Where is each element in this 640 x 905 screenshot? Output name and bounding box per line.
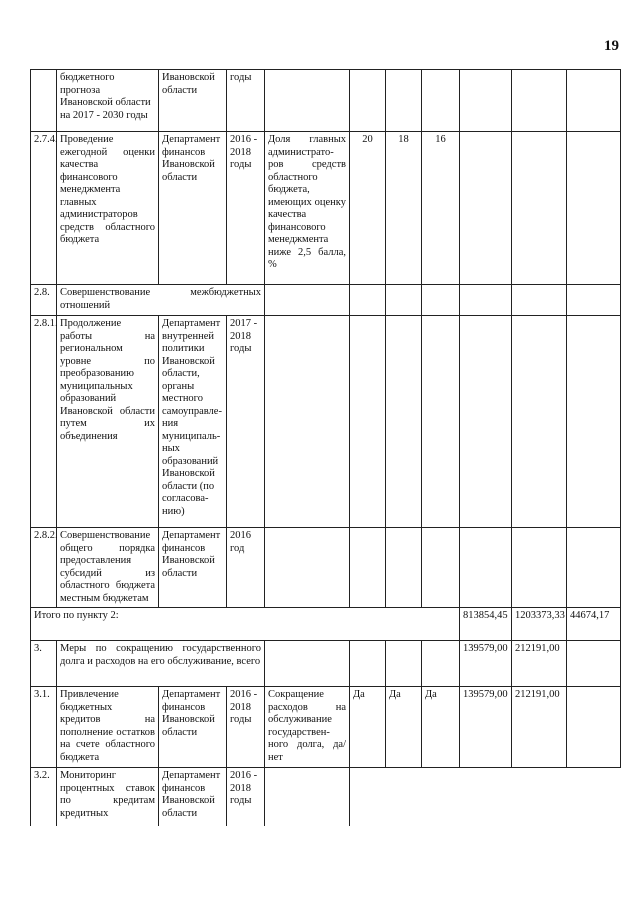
table-row: [31, 132, 621, 285]
total-label: Итого по пункту 2:: [31, 608, 460, 641]
row-number: [31, 70, 57, 132]
value-2016: Да: [350, 687, 386, 768]
row-number: 2.7.4.: [31, 132, 57, 285]
sum-2016: 139579,00: [460, 641, 512, 687]
page-number: 19: [604, 38, 619, 54]
measure-name: Мониторинг процентных ставок по кредитам кредитных: [57, 768, 159, 827]
section-title: Меры по сокращению государственного долга и расходов на его обслуживание, всего: [57, 641, 265, 687]
row-number: 2.8.1.: [31, 316, 57, 528]
row-number: 3.: [31, 641, 57, 687]
measure-name: Привлечение бюджетных кредитов на пополнение остатков на счете областного бюджета: [57, 687, 159, 768]
table-row: [31, 70, 621, 132]
sum-2016: 813854,45: [460, 608, 512, 641]
row-number: 2.8.: [31, 285, 57, 316]
row-number: 3.2.: [31, 768, 57, 827]
period: 2016 - 2018 годы: [227, 768, 265, 827]
measures-table: [30, 69, 621, 826]
executor: Департамент финансов Ивановской области: [159, 528, 227, 608]
table-row: [31, 285, 621, 316]
period: 2017 - 2018 годы: [227, 316, 265, 528]
value-2016: 20: [350, 132, 386, 285]
period: 2016 - 2018 годы: [227, 132, 265, 285]
measure-name: Продолжение работы на региональном уровне по преобразованию муниципальных образований Ивановской области путем их объединения: [57, 316, 159, 528]
table-row: [31, 528, 621, 608]
row-number: 3.1.: [31, 687, 57, 768]
sum-2017: 212191,00: [512, 687, 567, 768]
executor: Департамент финансов Ивановской области: [159, 687, 227, 768]
period: 2016 - 2018 годы: [227, 687, 265, 768]
measure-name: бюджетного прогноза Ивановской области на 2017 - 2030 годы: [57, 70, 159, 132]
sum-2018: 44674,17: [567, 608, 621, 641]
period: годы: [227, 70, 265, 132]
value-2017: Да: [386, 687, 422, 768]
measure-name: Совершенствование общего порядка предоставления субсидий из областного бюджета местным бюджетам: [57, 528, 159, 608]
executor: Ивановской области: [159, 70, 227, 132]
value-2018: Да: [422, 687, 460, 768]
executor: Департамент внутренней политики Ивановской области, органы местного самоуправле-ния муниципаль-ных образований Ивановской области (по согласова-нию): [159, 316, 227, 528]
value-2017: 18: [386, 132, 422, 285]
sum-2016: 139579,00: [460, 687, 512, 768]
period: 2016 год: [227, 528, 265, 608]
indicator: Сокращение расходов на обслуживание государствен-ного долга, да/нет: [265, 687, 350, 768]
executor: Департамент финансов Ивановской области: [159, 768, 227, 827]
indicator: Доля главных администрато-ров средств областного бюджета, имеющих оценку качества финансового менеджмента ниже 2,5 балла, %: [265, 132, 350, 285]
section-title: Совершенствование межбюджетных отношений: [57, 285, 265, 316]
sum-2017: 212191,00: [512, 641, 567, 687]
table-row: [31, 316, 621, 528]
indicator: [265, 70, 350, 132]
executor: Департамент финансов Ивановской области: [159, 132, 227, 285]
row-number: 2.8.2.: [31, 528, 57, 608]
table-row: [31, 687, 621, 768]
sum-2017: 1203373,33: [512, 608, 567, 641]
table-row: [31, 768, 621, 827]
measure-name: Проведение ежегодной оценки качества финансового менеджмента главных администраторов средств областного бюджета: [57, 132, 159, 285]
table-row: [31, 641, 621, 687]
total-row: [31, 608, 621, 641]
value-2018: 16: [422, 132, 460, 285]
